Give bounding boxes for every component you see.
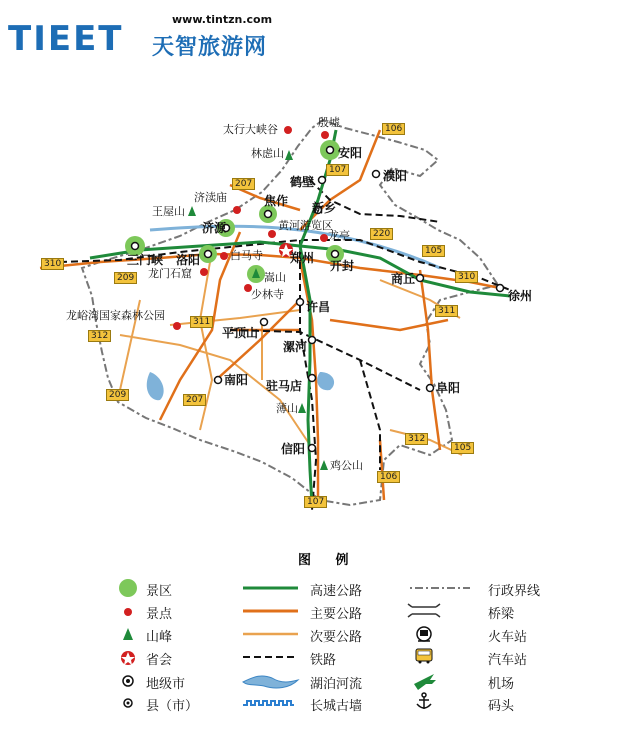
city-label: 濮阳 xyxy=(383,169,408,183)
scenic-spot-marker xyxy=(321,131,329,139)
legend-label: 次要公路 xyxy=(310,630,363,645)
scenic-spot-marker xyxy=(284,126,292,134)
scenic-spot-marker xyxy=(200,268,208,276)
route-shield: 207 xyxy=(232,178,255,190)
legend-label: 行政界线 xyxy=(488,584,541,599)
spot-label: 少林寺 xyxy=(251,288,284,301)
scenic-spot-marker xyxy=(268,230,276,238)
legend-label: 桥梁 xyxy=(488,607,515,622)
spot-label: 嵩山 xyxy=(264,271,286,284)
legend-prefecture-icon xyxy=(123,676,133,686)
city-label: 漯河 xyxy=(283,340,308,354)
legend-label: 县（市） xyxy=(146,699,199,714)
city-label: 鹤壁 xyxy=(290,175,315,189)
city-label: 新乡 xyxy=(312,201,337,215)
route-shield: 105 xyxy=(422,245,445,257)
spot-label: 龙峪湾国家森林公园 xyxy=(66,309,165,322)
city-label: 开封 xyxy=(330,259,355,273)
legend-great-wall-icon xyxy=(243,701,294,705)
route-shield: 207 xyxy=(183,394,206,406)
route-shield: 106 xyxy=(382,123,405,135)
city-label: 济源 xyxy=(202,221,227,235)
legend-label: 主要公路 xyxy=(310,607,363,622)
brand-name: 天智旅游网 xyxy=(152,35,268,60)
legend-train-station-icon xyxy=(417,627,431,641)
svg-text:TIEET: TIEET xyxy=(8,19,124,56)
legend-label: 地级市 xyxy=(146,677,186,692)
city-label: 焦作 xyxy=(264,194,289,208)
city-label: 郑州 xyxy=(290,251,315,265)
legend-lake-river-icon xyxy=(243,676,298,688)
city-label: 商丘 xyxy=(391,272,416,286)
legend-title: 图 例 xyxy=(298,553,359,568)
brand-url: www.tintzn.com xyxy=(172,13,273,26)
legend-label: 长城古墙 xyxy=(310,699,363,714)
legend-county-icon xyxy=(124,699,132,707)
city-label: 徐州 xyxy=(508,289,533,303)
legend-label: 汽车站 xyxy=(488,653,528,668)
route-shield: 209 xyxy=(106,389,129,401)
scenic-spot-marker xyxy=(233,206,241,214)
scenic-spot-marker xyxy=(173,322,181,330)
legend-label: 山峰 xyxy=(146,630,173,645)
spot-label: 黄河游览区 xyxy=(278,219,333,232)
spot-label: 薄山 xyxy=(276,402,298,415)
spot-label: 林虑山 xyxy=(251,147,284,160)
scenic-spot-marker xyxy=(320,234,328,242)
legend-label: 铁路 xyxy=(310,653,337,668)
city-label: 阜阳 xyxy=(436,381,461,395)
route-shield: 107 xyxy=(304,496,327,508)
legend-label: 省会 xyxy=(146,653,173,668)
city-label: 驻马店 xyxy=(266,379,303,393)
mountain-icon xyxy=(188,206,196,216)
legend-label: 高速公路 xyxy=(310,584,363,599)
scenic-spot-marker xyxy=(220,252,228,260)
route-shield: 310 xyxy=(455,271,478,283)
legend-label: 湖泊河流 xyxy=(310,677,363,692)
route-shield: 220 xyxy=(370,228,393,240)
legend-label: 景点 xyxy=(146,607,173,622)
spot-label: 济渎庙 xyxy=(194,191,227,204)
lake xyxy=(317,372,334,390)
legend-capital-icon xyxy=(121,651,135,665)
legend-mountain-icon xyxy=(123,628,133,640)
spot-label: 白马寺 xyxy=(230,249,263,262)
spot-label: 太行大峡谷 xyxy=(223,123,278,136)
spot-label: 鸡公山 xyxy=(330,459,363,472)
city-label: 南阳 xyxy=(224,373,249,387)
city-label: 三门峡 xyxy=(127,253,164,267)
city-label: 洛阳 xyxy=(176,253,201,267)
route-shield: 105 xyxy=(451,442,474,454)
mountain-icon xyxy=(298,403,306,413)
route-shield: 106 xyxy=(377,471,400,483)
route-shield: 209 xyxy=(114,272,137,284)
route-shield: 107 xyxy=(326,164,349,176)
legend-label: 机场 xyxy=(488,677,515,692)
legend-scenic-area-icon xyxy=(119,579,137,597)
route-shield: 311 xyxy=(190,316,213,328)
route-shield: 312 xyxy=(88,330,111,342)
spot-label: 王屋山 xyxy=(152,205,185,218)
city-label: 信阳 xyxy=(281,442,306,456)
spot-label: 殷墟 xyxy=(318,116,340,129)
legend-airport-icon xyxy=(414,674,436,690)
mountain-icon xyxy=(320,460,328,470)
spot-label: 龙门石窟 xyxy=(148,267,192,280)
legend-bus-station-icon xyxy=(416,649,432,664)
route-shield: 312 xyxy=(405,433,428,445)
legend-scenic-spot-icon xyxy=(124,608,132,616)
city-label: 安阳 xyxy=(338,146,363,160)
legend-label: 火车站 xyxy=(488,630,528,645)
route-shield: 310 xyxy=(41,258,64,270)
legend-label: 码头 xyxy=(488,699,515,714)
lake xyxy=(147,372,164,400)
mountain-icon xyxy=(285,150,293,160)
legend-bridge-icon xyxy=(408,604,440,617)
route-shield: 311 xyxy=(435,305,458,317)
spot-label: 龙亭 xyxy=(328,229,350,242)
city-label: 平顶山 xyxy=(222,326,259,340)
city-label: 许昌 xyxy=(306,300,331,314)
legend-pier-icon xyxy=(417,693,431,709)
legend-label: 景区 xyxy=(146,584,173,599)
